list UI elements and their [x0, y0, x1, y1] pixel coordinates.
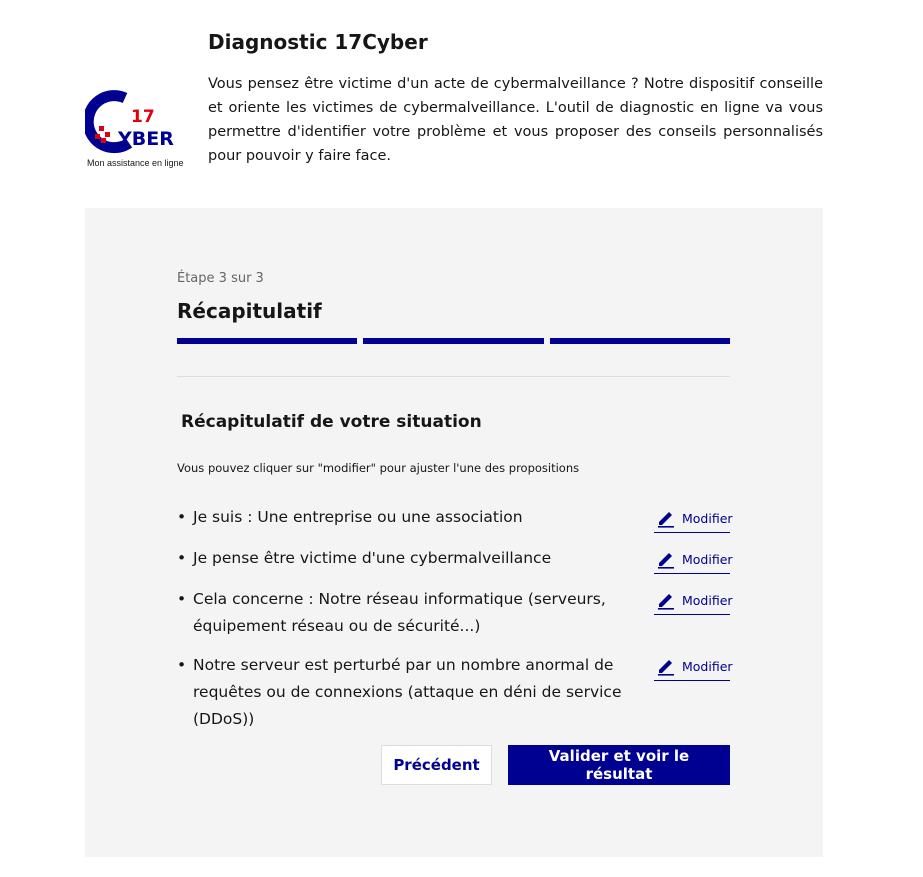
recap-item — [177, 652, 733, 733]
recap-item-label: Je pense être victime d'une cybermalveillance — [193, 549, 552, 567]
recap-item-text — [177, 586, 627, 640]
divider — [177, 376, 730, 377]
bullet: • — [177, 508, 187, 526]
logo-number: 17 — [131, 107, 155, 127]
17cyber-logo — [85, 88, 195, 173]
pencil-icon — [656, 508, 676, 528]
bullet: • — [177, 590, 187, 608]
recap-list — [177, 504, 733, 733]
form-actions — [177, 745, 730, 785]
diagnostic-panel — [85, 208, 823, 857]
modify-link-label: Modifier — [682, 551, 733, 567]
bullet: • — [177, 656, 187, 674]
stepper-bar-1 — [177, 338, 357, 344]
modify-link-3[interactable] — [654, 588, 733, 615]
site-header — [85, 28, 825, 178]
page-title: Diagnostic 17Cyber — [208, 30, 428, 54]
recap-item-text — [177, 545, 627, 572]
logo-word: YBER — [118, 128, 174, 150]
step-label: Étape 3 sur 3 — [177, 271, 264, 286]
previous-button[interactable]: Précédent — [381, 745, 492, 785]
logo-tagline: Mon assistance en ligne — [87, 158, 184, 168]
stepper — [177, 338, 730, 344]
recap-hint: Vous pouvez cliquer sur "modifier" pour ajuster l'une des propositions — [177, 461, 580, 475]
recap-item-label: Cela concerne : Notre réseau informatique (serveurs, équipement réseau ou de sécurité...) — [193, 590, 606, 635]
recap-item-text — [177, 504, 627, 531]
modify-link-label: Modifier — [682, 510, 733, 526]
modify-link-4[interactable] — [654, 654, 733, 681]
recap-item — [177, 586, 733, 640]
recap-item — [177, 545, 733, 574]
stepper-bar-2 — [363, 338, 543, 344]
recap-item-text — [177, 652, 627, 733]
header-text — [208, 28, 823, 168]
logo-graphic — [85, 88, 195, 158]
modify-link-label: Modifier — [682, 658, 733, 674]
modify-link-2[interactable] — [654, 547, 733, 574]
modify-link-label: Modifier — [682, 592, 733, 608]
recap-item — [177, 504, 733, 533]
recap-title: Récapitulatif de votre situation — [181, 412, 482, 432]
page-description: Vous pensez être victime d'un acte de cybermalveillance ? Notre dispositif conseille et oriente les victimes de cybermalveillance. L'outil de diagnostic en ligne va vous permettre d'identifier votre problème et vous proposer des conseils personnalisés pour pouvoir y faire face. — [208, 76, 823, 164]
recap-item-label: Notre serveur est perturbé par un nombre anormal de requêtes ou de connexions (attaque en déni de service (DDoS)) — [193, 656, 622, 728]
panel-content — [177, 270, 733, 785]
submit-button[interactable]: Valider et voir le résultat — [508, 745, 730, 785]
pencil-icon — [656, 656, 676, 676]
recap-item-label: Je suis : Une entreprise ou une association — [193, 508, 523, 526]
step-title: Récapitulatif — [177, 299, 322, 323]
pencil-icon — [656, 549, 676, 569]
pencil-icon — [656, 590, 676, 610]
bullet: • — [177, 549, 187, 567]
stepper-bar-3 — [550, 338, 730, 344]
modify-link-1[interactable] — [654, 506, 733, 533]
